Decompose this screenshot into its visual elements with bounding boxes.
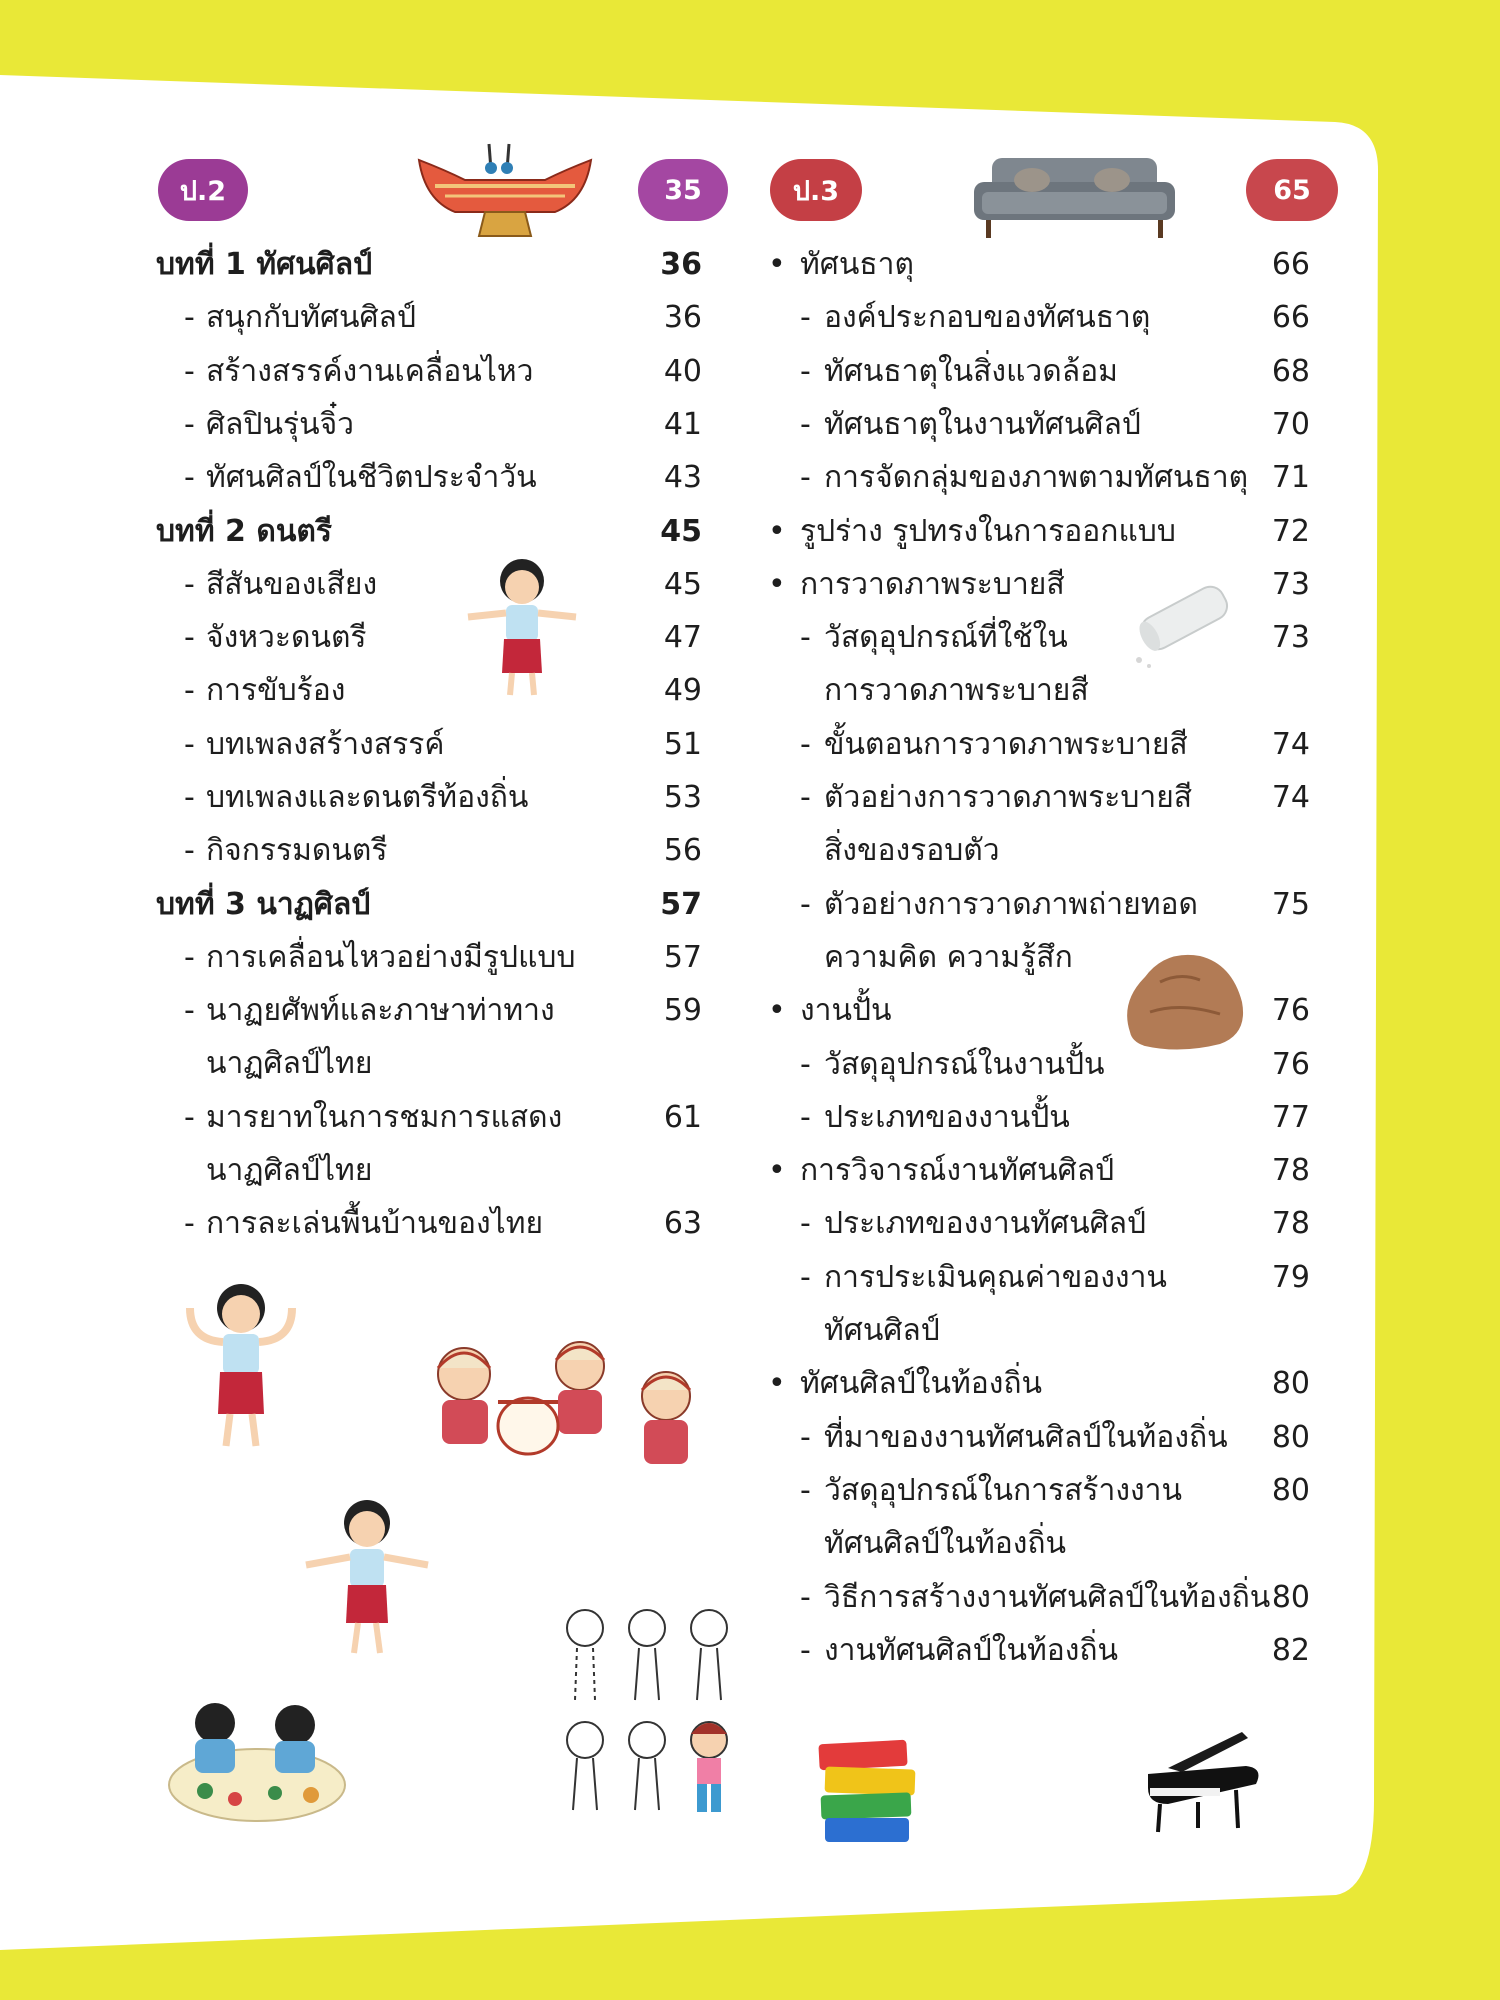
toc-entry-label: รูปร่าง รูปทรงในการออกแบบ bbox=[800, 513, 1176, 549]
toc-entry-label-continued: ทัศนศิลป์ bbox=[824, 1312, 940, 1348]
toc-dash: - bbox=[184, 780, 195, 815]
drumming-children-illustration bbox=[428, 1334, 708, 1479]
toc-page-number: 49 bbox=[663, 673, 702, 709]
toc-page-number: 53 bbox=[663, 780, 702, 815]
toc-page-number: 41 bbox=[663, 406, 702, 442]
grade2-toc-chapter-row[interactable] bbox=[156, 885, 702, 925]
toc-page-number: 70 bbox=[1271, 406, 1310, 442]
clay-blocks-illustration bbox=[815, 1738, 925, 1848]
toc-page-number: 79 bbox=[1271, 1259, 1310, 1295]
toc-entry-label: ศิลปินรุ่นจิ๋ว bbox=[206, 406, 355, 442]
toc-dash: - bbox=[800, 460, 811, 496]
toc-entry-label: การวาดภาพระบายสี bbox=[800, 566, 1065, 602]
figure-drawing-steps-illustration bbox=[555, 1600, 740, 1825]
toc-entry-label: ทัศนธาตุในงานทัศนศิลป์ bbox=[824, 406, 1141, 442]
grade2-toc-sub-row[interactable] bbox=[156, 991, 702, 1084]
toc-page-number: 80 bbox=[1271, 1366, 1310, 1402]
toc-page-number: 71 bbox=[1271, 460, 1310, 496]
chalk-illustration bbox=[1125, 568, 1240, 673]
grade3-badge: ป.3 bbox=[770, 159, 862, 221]
toc-page-number: 36 bbox=[660, 247, 702, 282]
toc-entry-label: นาฏยศัพท์และภาษาท่าทาง bbox=[206, 993, 555, 1029]
toc-entry-label: ทัศนธาตุในสิ่งแวดล้อม bbox=[824, 353, 1118, 389]
toc-entry-label: ทัศนศิลป์ในท้องถิ่น bbox=[800, 1366, 1043, 1402]
grade3-toc-sub-row[interactable] bbox=[768, 1418, 1310, 1458]
toc-entry-label: การจัดกลุ่มของภาพตามทัศนธาตุ bbox=[824, 460, 1249, 496]
toc-dash: - bbox=[184, 1099, 195, 1135]
toc-entry-label: การวิจารณ์งานทัศนศิลป์ bbox=[800, 1153, 1115, 1189]
toc-dash: - bbox=[800, 1206, 811, 1242]
toc-page-number: 76 bbox=[1271, 1046, 1310, 1082]
toc-dash: - bbox=[800, 726, 811, 762]
toc-entry-label: สีสันของเสียง bbox=[206, 566, 378, 602]
toc-page-number: 80 bbox=[1271, 1472, 1310, 1508]
toc-page-number: 78 bbox=[1271, 1206, 1310, 1242]
grand-piano-illustration bbox=[1138, 1728, 1268, 1838]
toc-dash: - bbox=[184, 939, 195, 975]
toc-page-number: 63 bbox=[663, 1206, 702, 1242]
toc-page-number: 43 bbox=[663, 460, 702, 496]
toc-entry-label: บทเพลงและดนตรีท้องถิ่น bbox=[206, 780, 529, 815]
toc-entry-label: ประเภทของงานปั้น bbox=[824, 1099, 1070, 1135]
grade2-toc-sub-row[interactable] bbox=[156, 671, 702, 711]
toc-dash: - bbox=[184, 353, 195, 389]
clay-lump-illustration bbox=[1120, 942, 1250, 1052]
toc-entry-label: มารยาทในการชมการแสดง bbox=[206, 1099, 563, 1135]
grade2-toc-sub-row[interactable] bbox=[156, 938, 702, 978]
toc-dash: - bbox=[184, 1206, 195, 1242]
toc-page-number: 56 bbox=[663, 833, 702, 869]
grade2-toc-sub-row[interactable] bbox=[156, 618, 702, 658]
toc-entry-label: ตัวอย่างการวาดภาพถ่ายทอด bbox=[824, 886, 1198, 922]
toc-page-number: 66 bbox=[1271, 300, 1310, 336]
toc-entry-label-continued: นาฏศิลป์ไทย bbox=[206, 1152, 373, 1188]
toc-bullet: • bbox=[768, 247, 786, 282]
toc-page-number: 80 bbox=[1271, 1419, 1310, 1455]
toc-page-number: 77 bbox=[1271, 1099, 1310, 1135]
grade2-toc-sub-row[interactable] bbox=[156, 725, 702, 765]
toc-entry-label: การขับร้อง bbox=[206, 673, 346, 709]
toc-page-number: 73 bbox=[1271, 566, 1310, 602]
toc-page-number: 80 bbox=[1271, 1579, 1310, 1615]
grade3-toc-bullet-row[interactable] bbox=[768, 1151, 1310, 1191]
toc-bullet: • bbox=[768, 1153, 786, 1189]
grade2-toc bbox=[156, 245, 702, 1255]
toc-entry-label-continued: ความคิด ความรู้สึก bbox=[824, 939, 1073, 975]
toc-page-number: 66 bbox=[1271, 247, 1310, 282]
toc-page-number: 72 bbox=[1271, 513, 1310, 549]
toc-entry-label: องค์ประกอบของทัศนธาตุ bbox=[824, 300, 1151, 336]
toc-entry-label: บทที่ 1 ทัศนศิลป์ bbox=[156, 247, 373, 282]
grade3-toc-sub-row[interactable] bbox=[768, 405, 1310, 445]
children-painting-illustration bbox=[165, 1695, 350, 1825]
grade3-toc-sub-row[interactable] bbox=[768, 1578, 1310, 1618]
toc-page-number: 40 bbox=[663, 353, 702, 389]
grade2-toc-chapter-row[interactable] bbox=[156, 512, 702, 552]
toc-dash: - bbox=[184, 833, 195, 869]
toc-dash: - bbox=[800, 406, 811, 442]
toc-entry-label: งานปั้น bbox=[800, 993, 892, 1029]
grade3-toc-sub-row[interactable] bbox=[768, 298, 1310, 338]
toc-dash: - bbox=[184, 726, 195, 762]
toc-entry-label: ทัศนธาตุ bbox=[800, 247, 914, 282]
grade3-toc-bullet-row[interactable] bbox=[768, 245, 1310, 285]
toc-bullet: • bbox=[768, 513, 786, 549]
toc-page-number: 45 bbox=[663, 566, 702, 602]
toc-entry-label-continued: นาฏศิลป์ไทย bbox=[206, 1046, 373, 1082]
toc-dash: - bbox=[184, 566, 195, 602]
toc-dash: - bbox=[800, 1046, 811, 1082]
toc-page-number: 61 bbox=[663, 1099, 702, 1135]
toc-entry-label: ที่มาของงานทัศนศิลป์ในท้องถิ่น bbox=[824, 1419, 1228, 1455]
dancer-boy-arms-out-illustration bbox=[300, 1495, 435, 1660]
grade2-toc-sub-row[interactable] bbox=[156, 831, 702, 871]
grade3-toc-bullet-row[interactable] bbox=[768, 512, 1310, 552]
sofa-illustration bbox=[972, 152, 1177, 242]
toc-dash: - bbox=[800, 1579, 811, 1615]
grade3-page-badge: 65 bbox=[1246, 159, 1338, 221]
dancer-boy-arms-up-illustration bbox=[176, 1278, 306, 1453]
toc-entry-label: บทที่ 2 ดนตรี bbox=[156, 513, 332, 549]
toc-dash: - bbox=[800, 1472, 811, 1508]
toc-entry-label: สนุกกับทัศนศิลป์ bbox=[206, 300, 416, 336]
grade2-toc-sub-row[interactable] bbox=[156, 405, 702, 445]
grade2-toc-sub-row[interactable] bbox=[156, 778, 702, 818]
thai-boat-instrument-illustration bbox=[415, 140, 595, 250]
toc-page-number: 57 bbox=[663, 939, 702, 975]
grade3-toc-sub-row[interactable] bbox=[768, 1204, 1310, 1244]
toc-dash: - bbox=[800, 1632, 811, 1668]
toc-dash: - bbox=[184, 406, 195, 442]
grade3-toc-sub-row[interactable] bbox=[768, 778, 1310, 871]
grade3-toc-sub-row[interactable] bbox=[768, 1631, 1310, 1671]
toc-dash: - bbox=[184, 673, 195, 709]
grade3-toc-bullet-row[interactable] bbox=[768, 1364, 1310, 1404]
toc-dash: - bbox=[800, 1419, 811, 1455]
toc-dash: - bbox=[184, 993, 195, 1029]
grade2-toc-chapter-row[interactable] bbox=[156, 245, 702, 285]
grade2-toc-sub-row[interactable] bbox=[156, 298, 702, 338]
toc-entry-label: บทเพลงสร้างสรรค์ bbox=[206, 726, 445, 762]
toc-entry-label: งานทัศนศิลป์ในท้องถิ่น bbox=[824, 1632, 1119, 1668]
toc-dash: - bbox=[800, 353, 811, 389]
grade2-toc-sub-row[interactable] bbox=[156, 352, 702, 392]
toc-bullet: • bbox=[768, 993, 786, 1029]
toc-page-number: 47 bbox=[663, 620, 702, 656]
toc-page-number: 78 bbox=[1271, 1153, 1310, 1189]
toc-entry-label: วัสดุอุปกรณ์ในการสร้างงาน bbox=[824, 1472, 1183, 1508]
grade3-toc-sub-row[interactable] bbox=[768, 1098, 1310, 1138]
toc-dash: - bbox=[800, 620, 811, 656]
toc-page-number: 74 bbox=[1271, 726, 1310, 762]
toc-entry-label: การประเมินคุณค่าของงาน bbox=[824, 1259, 1167, 1295]
toc-entry-label-continued: ทัศนศิลป์ในท้องถิ่น bbox=[824, 1525, 1067, 1561]
toc-entry-label: กิจกรรมดนตรี bbox=[206, 833, 388, 869]
grade2-toc-sub-row[interactable] bbox=[156, 565, 702, 605]
toc-entry-label-continued: การวาดภาพระบายสี bbox=[824, 673, 1089, 709]
toc-page-number: 75 bbox=[1271, 886, 1310, 922]
toc-dash: - bbox=[800, 780, 811, 815]
toc-bullet: • bbox=[768, 566, 786, 602]
toc-entry-label: บทที่ 3 นาฏศิลป์ bbox=[156, 886, 371, 922]
toc-page-number: 73 bbox=[1271, 620, 1310, 656]
toc-entry-label: ขั้นตอนการวาดภาพระบายสี bbox=[824, 726, 1188, 762]
toc-entry-label: วัสดุอุปกรณ์ในงานปั้น bbox=[824, 1046, 1105, 1082]
grade3-toc-sub-row[interactable] bbox=[768, 458, 1310, 498]
toc-page-number: 68 bbox=[1271, 353, 1310, 389]
grade2-toc-sub-row[interactable] bbox=[156, 458, 702, 498]
grade3-toc-sub-row[interactable] bbox=[768, 1471, 1310, 1564]
toc-page-number: 36 bbox=[663, 300, 702, 336]
toc-page-number: 74 bbox=[1271, 780, 1310, 815]
toc-page-number: 59 bbox=[663, 993, 702, 1029]
toc-entry-label: การละเล่นพื้นบ้านของไทย bbox=[206, 1206, 544, 1242]
toc-entry-label: จังหวะดนตรี bbox=[206, 620, 367, 656]
toc-page-number: 82 bbox=[1271, 1632, 1310, 1668]
toc-page-number: 57 bbox=[660, 886, 702, 922]
grade3-toc-sub-row[interactable] bbox=[768, 1258, 1310, 1351]
toc-entry-label: ทัศนศิลป์ในชีวิตประจำวัน bbox=[206, 460, 537, 496]
toc-page-number: 51 bbox=[663, 726, 702, 762]
toc-dash: - bbox=[800, 1099, 811, 1135]
toc-dash: - bbox=[800, 886, 811, 922]
dancer-boy-illustration bbox=[462, 555, 582, 700]
toc-dash: - bbox=[800, 300, 811, 336]
toc-bullet: • bbox=[768, 1366, 786, 1402]
toc-dash: - bbox=[800, 1259, 811, 1295]
grade2-toc-sub-row[interactable] bbox=[156, 1098, 702, 1191]
toc-entry-label-continued: สิ่งของรอบตัว bbox=[824, 833, 1000, 868]
toc-entry-label: วัสดุอุปกรณ์ที่ใช้ใน bbox=[824, 620, 1068, 656]
toc-dash: - bbox=[184, 300, 195, 336]
toc-dash: - bbox=[184, 620, 195, 656]
grade2-badge: ป.2 bbox=[158, 159, 248, 221]
toc-entry-label: ตัวอย่างการวาดภาพระบายสี bbox=[824, 780, 1193, 815]
toc-page-number: 76 bbox=[1271, 993, 1310, 1029]
grade2-page-badge: 35 bbox=[638, 159, 728, 221]
toc-entry-label: ประเภทของงานทัศนศิลป์ bbox=[824, 1206, 1147, 1242]
toc-page-number: 45 bbox=[660, 513, 702, 549]
toc-dash: - bbox=[184, 460, 195, 496]
toc-entry-label: สร้างสรรค์งานเคลื่อนไหว bbox=[206, 353, 534, 389]
toc-entry-label: วิธีการสร้างงานทัศนศิลป์ในท้องถิ่น bbox=[824, 1579, 1271, 1615]
grade2-toc-sub-row[interactable] bbox=[156, 1204, 702, 1244]
grade3-toc-sub-row[interactable] bbox=[768, 725, 1310, 765]
toc-entry-label: การเคลื่อนไหวอย่างมีรูปแบบ bbox=[206, 939, 576, 975]
grade3-toc-sub-row[interactable] bbox=[768, 352, 1310, 392]
